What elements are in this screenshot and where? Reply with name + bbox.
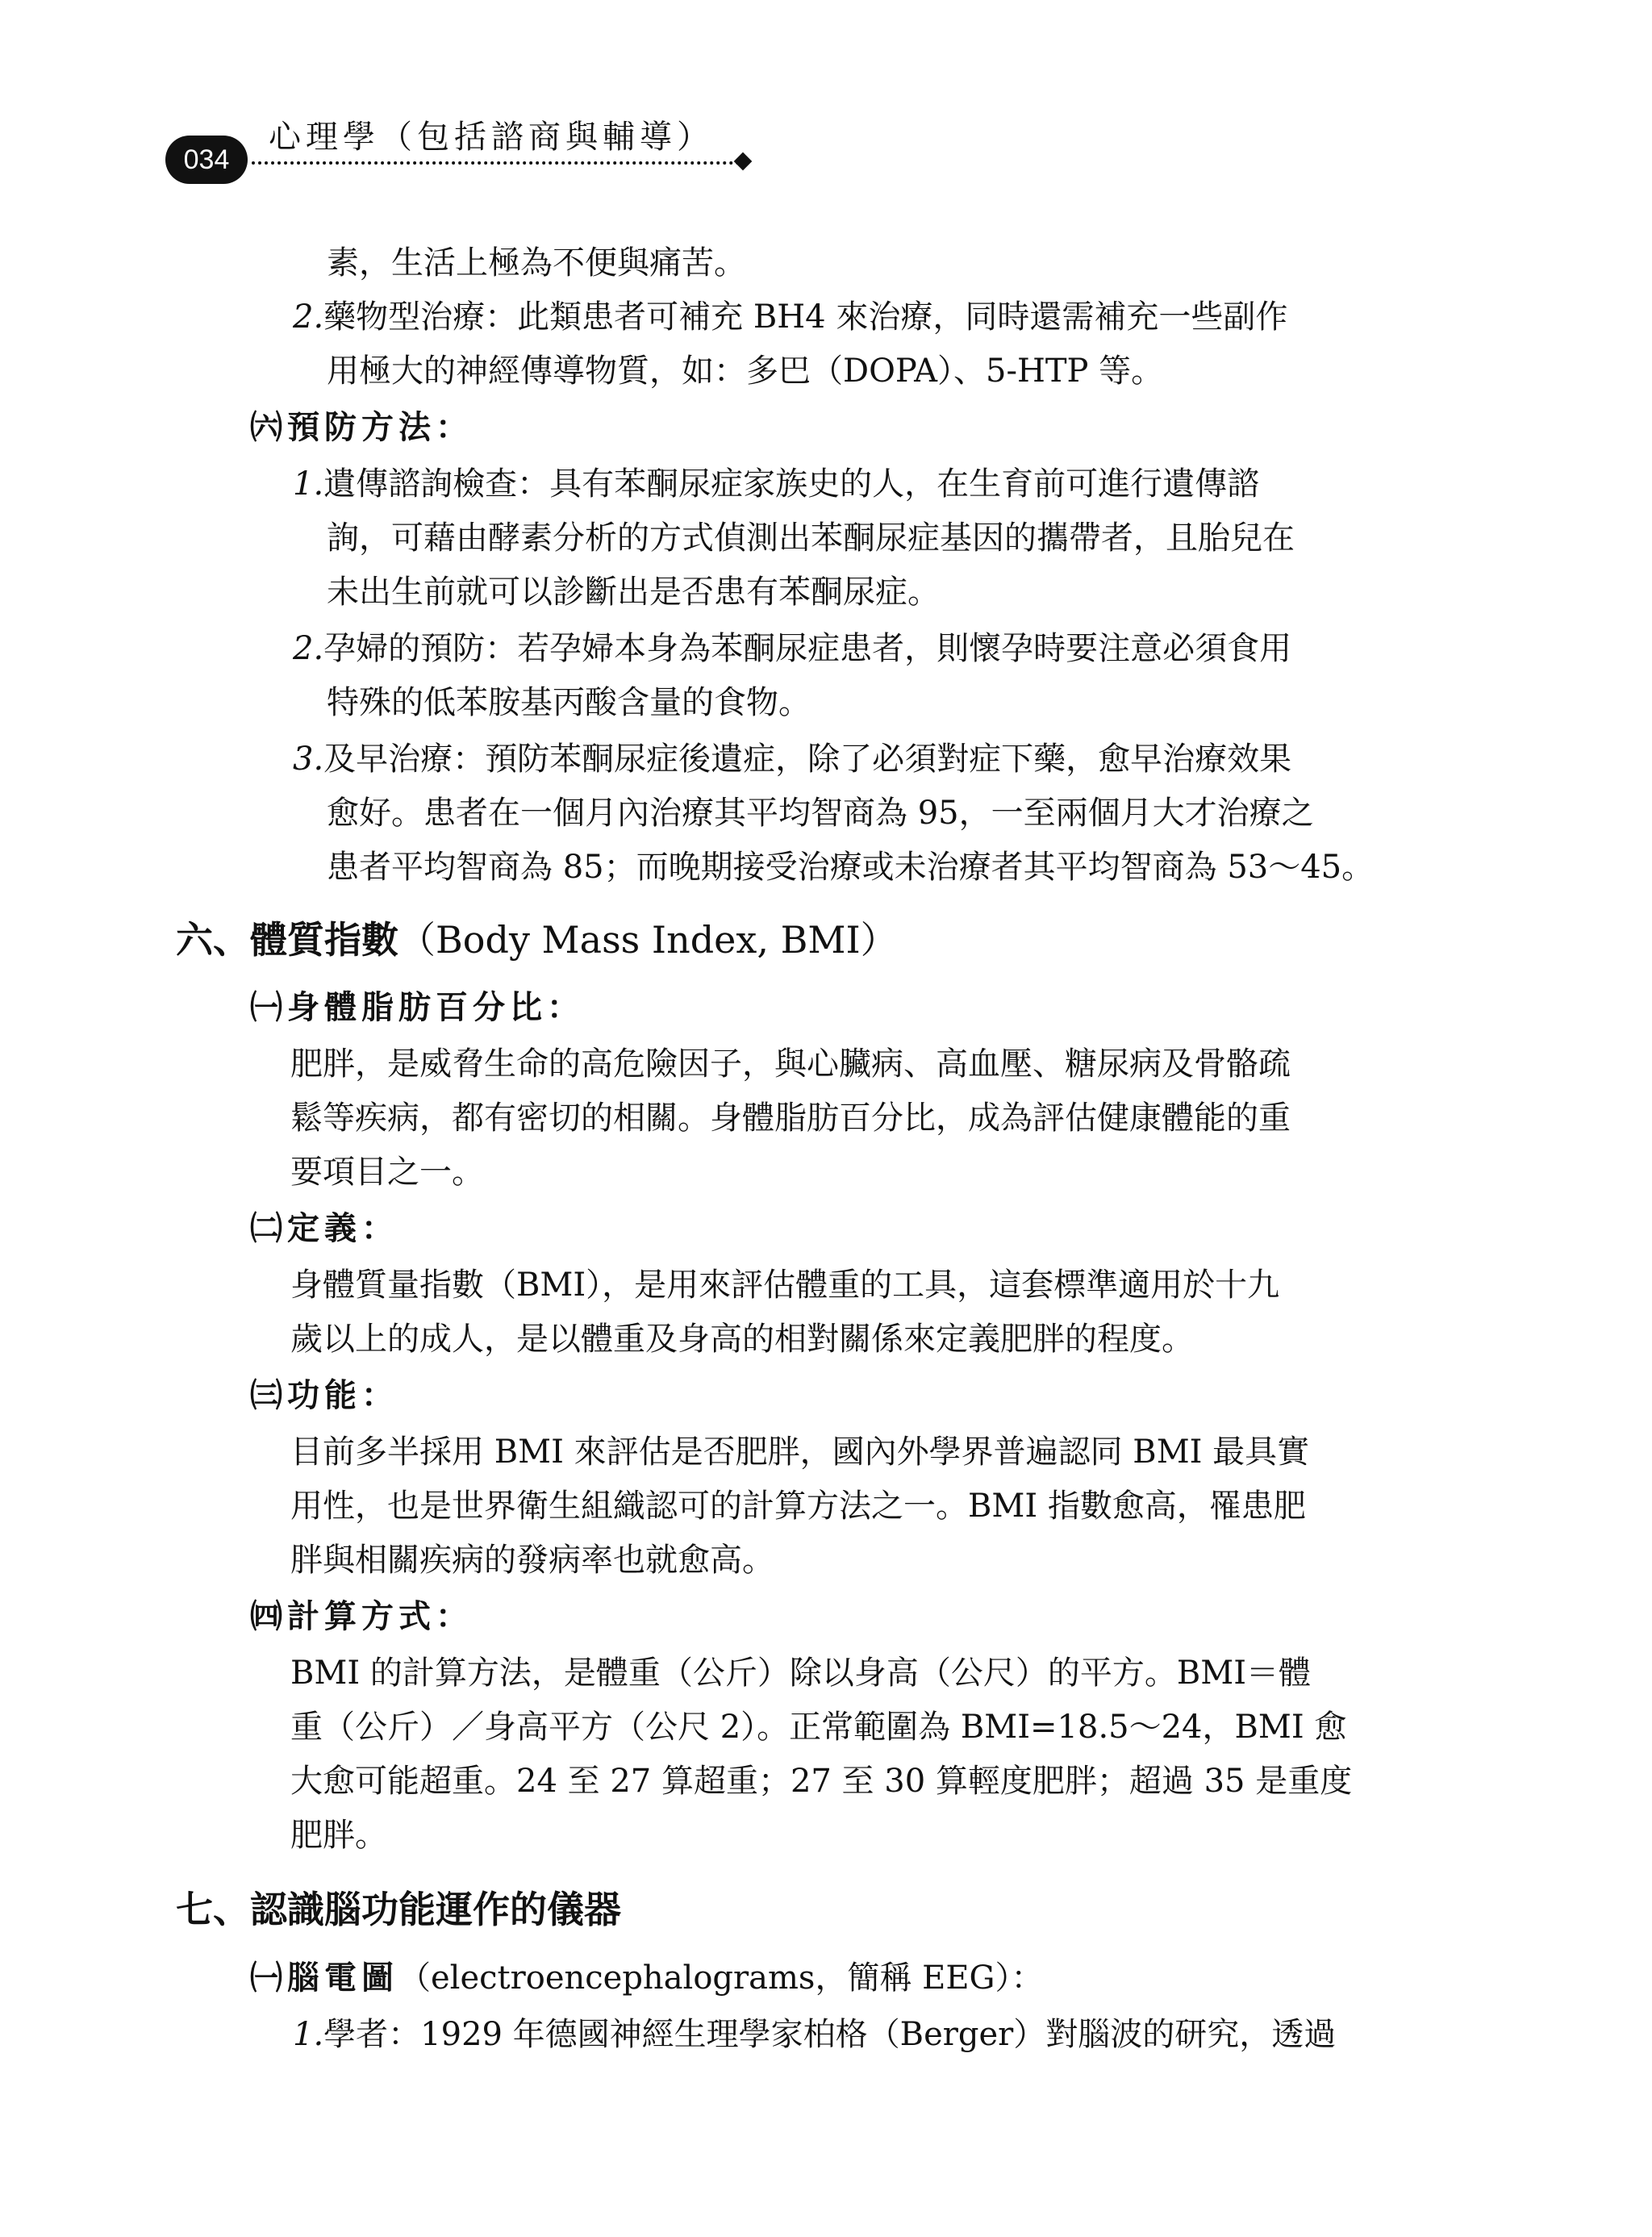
text-line: 身體質量指數（BMI），是用來評估體重的工具，這套標準適用於十九: [290, 1267, 1280, 1304]
text-line: 歲以上的成人，是以體重及身高的相對關係來定義肥胖的程度。: [290, 1321, 1194, 1358]
text-line: 胖與相關疾病的發病率也就愈高。: [290, 1542, 774, 1579]
subsection-heading-text: ㈠腦電圖: [250, 1959, 398, 1997]
text-line: 未出生前就可以診斷出是否患有苯酮尿症。: [327, 574, 940, 611]
text-line: 素，生活上極為不便與痛苦。: [327, 244, 746, 282]
text-line: 目前多半採用 BMI 來評估是否肥胖，國內外學界普遍認同 BMI 最具實: [290, 1434, 1310, 1471]
section-heading: [176, 918, 898, 962]
subsection-heading-latin: （electroencephalograms，簡稱 EEG）：: [398, 1959, 1044, 1997]
text-line: 用極大的神經傳導物質，如：多巴（DOPA）、5-HTP 等。: [327, 353, 1164, 390]
text-line: 特殊的低苯胺基丙酸含量的食物。: [327, 684, 811, 721]
text-line: 肥胖。: [290, 1817, 387, 1854]
text-line: 肥胖，是威脅生命的高危險因子，與心臟病、高血壓、糖尿病及骨骼疏: [290, 1045, 1291, 1083]
diamond-icon: [734, 152, 753, 171]
section-heading: 七、認識腦功能運作的儀器: [176, 1888, 621, 1931]
list-item: [293, 298, 1446, 336]
text-line: 愈好。患者在一個月內治療其平均智商為 95，一至兩個月大才治療之: [327, 795, 1314, 832]
list-text: 孕婦的預防：若孕婦本身為苯酮尿症患者，則懷孕時要注意必須食用: [323, 630, 1292, 667]
subsection-heading: ㈥預防方法：: [250, 408, 473, 446]
text-line: 鬆等疾病，都有密切的相關。身體脂肪百分比，成為評估健康體能的重: [290, 1100, 1291, 1137]
page-number: 034: [165, 136, 248, 184]
list-item: [293, 465, 1259, 503]
list-text: 藥物型治療：此類患者可補充 BH4 來治療，同時還需補充一些副作: [323, 298, 1288, 336]
subsection-heading: ㈠身體脂肪百分比：: [250, 988, 584, 1026]
book-title: 心理學（包括諮商與輔導）: [269, 119, 714, 156]
section-heading-text: 六、體質指數: [176, 918, 398, 962]
text-line: 大愈可能超重。24 至 27 算超重；27 至 30 算輕度肥胖；超過 35 是重度: [290, 1763, 1353, 1800]
list-number: 1.: [293, 465, 324, 503]
text-line: 要項目之一。: [290, 1154, 484, 1191]
text-line: 患者平均智商為 85；而晚期接受治療或未治療者其平均智商為 53～45。: [327, 849, 1375, 886]
list-number: 1.: [293, 2016, 324, 2053]
text-line: BMI 的計算方法，是體重（公斤）除以身高（公尺）的平方。BMI＝體: [290, 1655, 1312, 1692]
list-item: [293, 740, 1291, 778]
section-heading-latin: （Body Mass Index, BMI）: [398, 918, 898, 962]
list-text: 學者：1929 年德國神經生理學家柏格（Berger）對腦波的研究，透過: [323, 2016, 1337, 2053]
list-number: 2.: [293, 298, 324, 336]
list-text: 及早治療：預防苯酮尿症後遺症，除了必須對症下藥，愈早治療效果: [323, 741, 1292, 778]
subsection-heading: ㈢功能：: [250, 1376, 398, 1414]
list-number: 2.: [293, 630, 324, 667]
subsection-heading: [250, 1959, 1044, 1997]
text-line: 用性，也是世界衛生組織認可的計算方法之一。BMI 指數愈高，罹患肥: [290, 1488, 1306, 1525]
subsection-heading: ㈡定義：: [250, 1209, 398, 1247]
subsection-heading: ㈣計算方式：: [250, 1597, 473, 1635]
text-line: 重（公斤）／身高平方（公尺 2）。正常範圍為 BMI=18.5～24，BMI 愈: [290, 1709, 1347, 1746]
list-number: 3.: [293, 741, 324, 778]
header-dotted-rule: [252, 161, 740, 165]
text-line: 詢，可藉由酵素分析的方式偵測出苯酮尿症基因的攜帶者，且胎兒在: [327, 520, 1295, 557]
list-text: 遺傳諮詢檢查：具有苯酮尿症家族史的人，在生育前可進行遺傳諮: [323, 465, 1260, 503]
list-item: [293, 2015, 1336, 2054]
list-item: [293, 629, 1291, 668]
